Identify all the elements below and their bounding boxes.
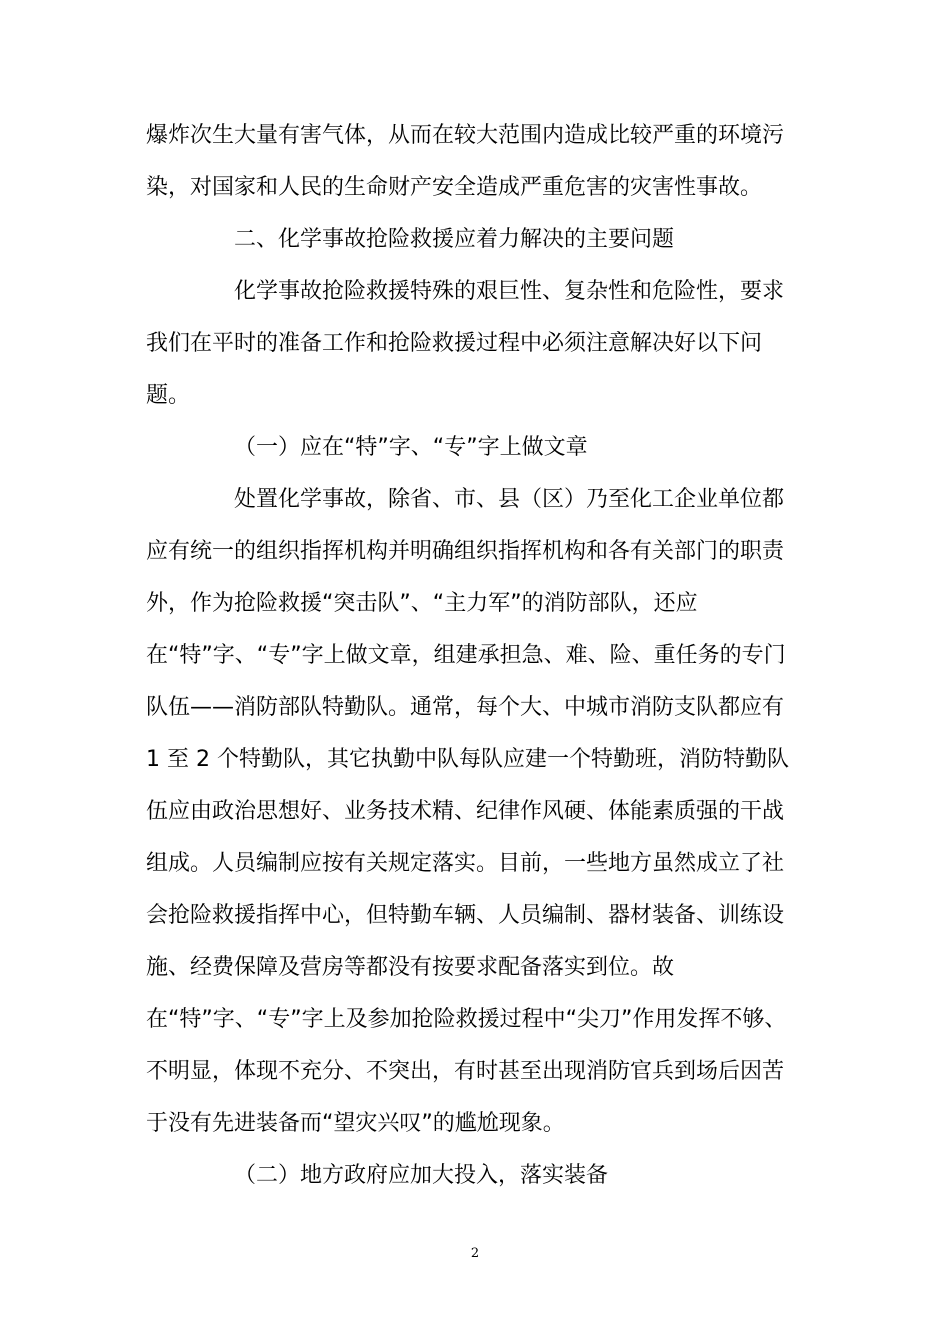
subsection-heading: （一）应在“特”字、“专”字上做文章 <box>234 435 588 460</box>
text-line: 于没有先进装备而“望灾兴叹”的尴尬现象。 <box>146 1111 565 1136</box>
text-line: 爆炸次生大量有害气体，从而在较大范围内造成比较严重的环境污 <box>146 123 785 148</box>
text-line: 不明显，体现不充分、不突出，有时甚至出现消防官兵到场后因苦 <box>146 1059 785 1084</box>
text-line: 外，作为抢险救援“突击队”、“主力军”的消防部队，还应 <box>146 591 698 616</box>
text-line: 会抢险救援指挥中心，但特勤车辆、人员编制、器材装备、训练设 <box>146 903 785 928</box>
text-line: 伍应由政治思想好、业务技术精、纪律作风硬、体能素质强的干战 <box>146 799 785 824</box>
text-line: 施、经费保障及营房等都没有按要求配备落实到位。故 <box>146 955 675 980</box>
text-line: 在“特”字、“专”字上及参加抢险救援过程中“尖刀”作用发挥不够、 <box>146 1007 787 1032</box>
text-line: 染，对国家和人民的生命财产安全造成严重危害的灾害性事故。 <box>146 175 763 200</box>
text-line: 应有统一的组织指挥机构并明确组织指挥机构和各有关部门的职责 <box>146 539 785 564</box>
text-line: 化学事故抢险救援特殊的艰巨性、复杂性和危险性，要求 <box>234 279 785 304</box>
text-line: 组成。人员编制应按有关规定落实。目前，一些地方虽然成立了社 <box>146 851 785 876</box>
section-heading: 二、化学事故抢险救援应着力解决的主要问题 <box>234 227 675 252</box>
text-line: 队伍——消防部队特勤队。通常，每个大、中城市消防支队都应有 <box>146 695 785 720</box>
text-line: 题。 <box>146 383 191 408</box>
page-number: 2 <box>470 1246 480 1261</box>
subsection-heading: （二）地方政府应加大投入，落实装备 <box>234 1163 609 1188</box>
text-line: 1 至 2 个特勤队，其它执勤中队每队应建一个特勤班，消防特勤队 <box>146 747 789 772</box>
text-line: 在“特”字、“专”字上做文章，组建承担急、难、险、重任务的专门 <box>146 643 786 668</box>
text-line: 处置化学事故，除省、市、县（区）乃至化工企业单位都 <box>234 487 785 512</box>
text-line: 我们在平时的准备工作和抢险救援过程中必须注意解决好以下问 <box>146 331 763 356</box>
